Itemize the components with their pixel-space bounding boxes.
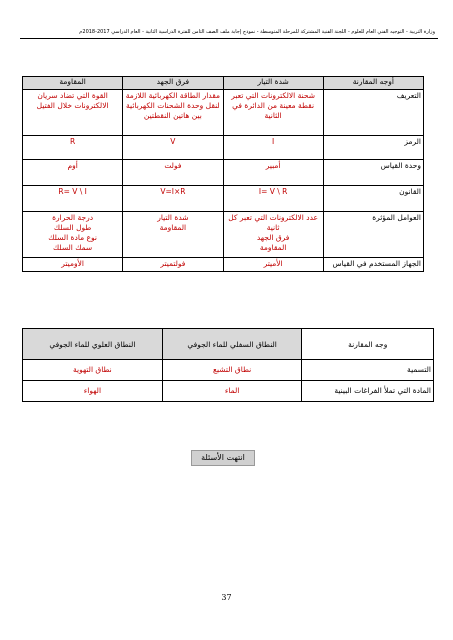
row-label: الرمز — [323, 136, 423, 160]
row-label: القانون — [323, 186, 423, 212]
header-divider — [20, 38, 438, 39]
table-cell: شحنة الالكترونات التي تعبر نقطة معينة من الدائرة في الثانية — [223, 90, 323, 136]
end-of-questions-label: انتهت الأسئلة — [191, 450, 255, 466]
table-row — [23, 360, 434, 381]
table-row — [23, 258, 424, 272]
table-cell: نطاق التهوية — [23, 360, 163, 381]
table-cell: الأميتر — [223, 258, 323, 272]
table-row — [23, 90, 424, 136]
row-label: الجهاز المستخدم في القياس — [323, 258, 423, 272]
table-cell: فولت — [123, 160, 223, 186]
table-cell: أمبير — [223, 160, 323, 186]
table-cell: R= V \ I — [23, 186, 123, 212]
table-cell: مقدار الطاقة الكهربائية اللازمة لنقل وحدة الشحنات الكهربائية بين هاتين النقطتين — [123, 90, 223, 136]
table-header-row — [23, 77, 424, 90]
table-cell: درجة الحرارة طول السلك نوع مادة السلك سمك السلك — [23, 212, 123, 258]
table-row — [23, 186, 424, 212]
table-cell: الهواء — [23, 381, 163, 402]
comparison-table-groundwater — [22, 328, 434, 402]
header-cell: أوجه المقارنة — [323, 77, 423, 90]
comparison-table-electricity — [22, 76, 424, 272]
header-cell: النطاق السفلي للماء الجوفي — [162, 329, 302, 360]
row-label: التسمية — [302, 360, 434, 381]
page-header: وزارة التربية - التوجيه الفني العام للعلوم - اللجنة الفنية المشتركة للمرحلة المتوسطة - نموذج إجابة ملف الصف الثامن للفترة الدراسية الثانية - العام الدراسي 2017-2018م — [79, 29, 435, 35]
table-cell: I= V \ R — [223, 186, 323, 212]
row-label: التعريف — [323, 90, 423, 136]
table-cell: R — [23, 136, 123, 160]
table-cell: V — [123, 136, 223, 160]
table-row — [23, 160, 424, 186]
row-label: وحدة القياس — [323, 160, 423, 186]
header-cell: فرق الجهد — [123, 77, 223, 90]
header-cell: المقاومة — [23, 77, 123, 90]
table-cell: شدة التيار المقاومة — [123, 212, 223, 258]
table-cell: أوم — [23, 160, 123, 186]
table-cell: عدد الالكترونات التي تعبر كل ثانية فرق الجهد المقاومة — [223, 212, 323, 258]
table-row — [23, 136, 424, 160]
table-cell: فولتميتر — [123, 258, 223, 272]
table-row — [23, 381, 434, 402]
header-cell: شدة التيار — [223, 77, 323, 90]
table-cell: الأوميتر — [23, 258, 123, 272]
table-cell: I — [223, 136, 323, 160]
table-cell: القوة التي تضاد سريان الالكترونات خلال الفتيل — [23, 90, 123, 136]
table-cell: نطاق التشبع — [162, 360, 302, 381]
page-number: 37 — [221, 593, 232, 602]
header-cell: النطاق العلوي للماء الجوفي — [23, 329, 163, 360]
table-row — [23, 212, 424, 258]
table-header-row — [23, 329, 434, 360]
row-label: المادة التي تملأ الفراغات البينية — [302, 381, 434, 402]
table-cell: الماء — [162, 381, 302, 402]
header-cell: وجه المقارنة — [302, 329, 434, 360]
row-label: العوامل المؤثرة — [323, 212, 423, 258]
table-cell: V=I×R — [123, 186, 223, 212]
